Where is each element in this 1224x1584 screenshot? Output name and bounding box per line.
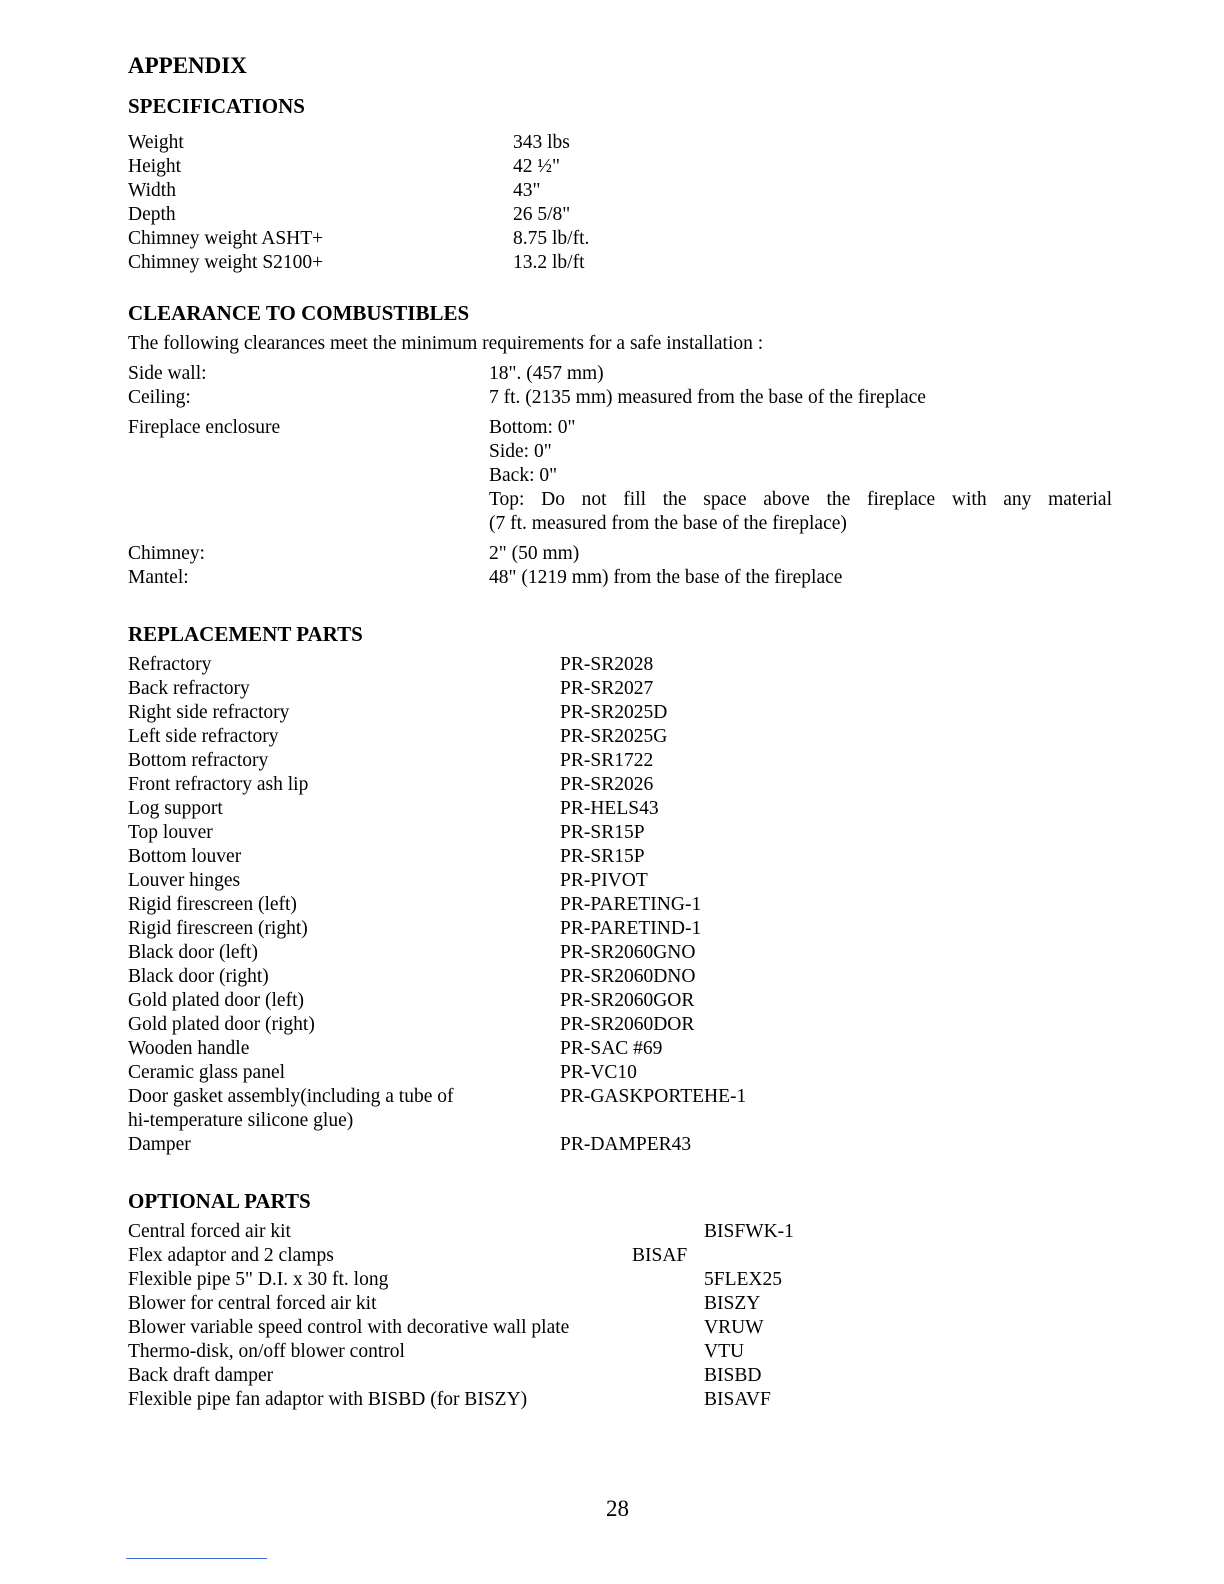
part-name: Bottom refractory (128, 750, 269, 771)
part-name: Louver hinges (128, 870, 241, 891)
part-name: Central forced air kit (128, 1221, 291, 1242)
part-number: PR-SAC #69 (560, 1038, 663, 1059)
spec-value: 26 5/8" (513, 204, 571, 225)
part-name: Wooden handle (128, 1038, 250, 1059)
part-name: Blower variable speed control with decorative wall plate (128, 1317, 570, 1338)
part-number: PR-SR2025G (560, 726, 668, 747)
part-name: Back draft damper (128, 1365, 274, 1386)
page-number: 28 (606, 1496, 629, 1521)
part-number: BISAF (632, 1245, 688, 1266)
clearance-label: Ceiling: (128, 387, 191, 408)
part-number: BISFWK-1 (704, 1221, 794, 1242)
part-number: PR-VC10 (560, 1062, 637, 1083)
part-number: BISZY (704, 1293, 761, 1314)
part-number: VTU (704, 1341, 745, 1362)
part-number: PR-SR2025D (560, 702, 668, 723)
spec-value: 42 ½" (513, 156, 560, 177)
spec-label: Depth (128, 204, 176, 225)
spec-label: Chimney weight S2100+ (128, 252, 324, 273)
part-number: PR-SR2028 (560, 654, 654, 675)
part-number: PR-PIVOT (560, 870, 648, 891)
part-name: Rigid firescreen (left) (128, 894, 297, 915)
specifications-heading: SPECIFICATIONS (128, 94, 305, 118)
part-number: PR-PARETING-1 (560, 894, 702, 915)
part-name: Flex adaptor and 2 clamps (128, 1245, 334, 1266)
part-number: PR-SR2060DNO (560, 966, 696, 987)
part-number: PR-SR2060DOR (560, 1014, 695, 1035)
part-name: Blower for central forced air kit (128, 1293, 377, 1314)
enclosure-top: Top: Do not fill the space above the fireplace with any material (489, 489, 1112, 510)
part-name: Back refractory (128, 678, 250, 699)
spec-label: Chimney weight ASHT+ (128, 228, 324, 249)
part-name: Top louver (128, 822, 213, 843)
part-name: Rigid firescreen (right) (128, 918, 308, 939)
clearance-value: 2" (50 mm) (489, 543, 580, 564)
replacement-heading: REPLACEMENT PARTS (128, 622, 363, 646)
part-number: PR-SR15P (560, 822, 645, 843)
enclosure-bottom: Bottom: 0" (489, 417, 576, 438)
clearance-label: Mantel: (128, 567, 189, 588)
clearance-value: 7 ft. (2135 mm) measured from the base of the fireplace (489, 387, 926, 408)
clearance-label: Chimney: (128, 543, 205, 564)
part-number: PR-PARETIND-1 (560, 918, 702, 939)
part-name: Right side refractory (128, 702, 290, 723)
part-name: Door gasket assembly(including a tube of (128, 1086, 454, 1107)
clearance-intro: The following clearances meet the minimum requirements for a safe installation : (128, 333, 764, 354)
part-number: PR-SR15P (560, 846, 645, 867)
clearance-value: 48" (1219 mm) from the base of the fireplace (489, 567, 843, 588)
clearance-value: 18". (457 mm) (489, 363, 604, 384)
part-number: VRUW (704, 1317, 764, 1338)
spec-value: 13.2 lb/ft (513, 252, 585, 273)
part-name: Gold plated door (right) (128, 1014, 315, 1035)
part-name: Front refractory ash lip (128, 774, 309, 795)
part-number: PR-DAMPER43 (560, 1134, 692, 1155)
spec-label: Weight (128, 132, 184, 153)
part-number: PR-SR2026 (560, 774, 654, 795)
spec-label: Width (128, 180, 176, 201)
part-number: PR-SR2060GNO (560, 942, 696, 963)
appendix-title: APPENDIX (128, 53, 247, 78)
part-number: PR-SR1722 (560, 750, 654, 771)
part-name: Damper (128, 1134, 191, 1155)
part-name: Gold plated door (left) (128, 990, 304, 1011)
part-name: Left side refractory (128, 726, 279, 747)
enclosure-back: Back: 0" (489, 465, 558, 486)
part-name: Log support (128, 798, 223, 819)
spec-value: 8.75 lb/ft. (513, 228, 590, 249)
part-name: Flexible pipe fan adaptor with BISBD (for BISZY) (128, 1389, 528, 1410)
spec-value: 343 lbs (513, 132, 570, 153)
enclosure-top-note: (7 ft. measured from the base of the fireplace) (489, 513, 847, 534)
part-number: PR-SR2060GOR (560, 990, 695, 1011)
part-number: 5FLEX25 (704, 1269, 782, 1290)
part-name: Black door (left) (128, 942, 258, 963)
part-number: BISBD (704, 1365, 762, 1386)
enclosure-side: Side: 0" (489, 441, 552, 462)
spec-label: Height (128, 156, 182, 177)
optional-heading: OPTIONAL PARTS (128, 1189, 311, 1213)
part-name: Refractory (128, 654, 212, 675)
part-name: Black door (right) (128, 966, 269, 987)
part-name: Ceramic glass panel (128, 1062, 286, 1083)
clearance-label-enclosure: Fireplace enclosure (128, 417, 281, 438)
footer-divider (126, 1558, 267, 1559)
part-number: PR-SR2027 (560, 678, 654, 699)
clearance-label: Side wall: (128, 363, 207, 384)
spec-value: 43" (513, 180, 541, 201)
part-name: Thermo-disk, on/off blower control (128, 1341, 405, 1362)
part-name-continued: hi-temperature silicone glue) (128, 1110, 354, 1131)
part-number: BISAVF (704, 1389, 771, 1410)
part-number: PR-HELS43 (560, 798, 659, 819)
part-name: Bottom louver (128, 846, 242, 867)
part-name: Flexible pipe 5" D.I. x 30 ft. long (128, 1269, 389, 1290)
clearance-heading: CLEARANCE TO COMBUSTIBLES (128, 301, 470, 325)
part-number: PR-GASKPORTEHE-1 (560, 1086, 747, 1107)
